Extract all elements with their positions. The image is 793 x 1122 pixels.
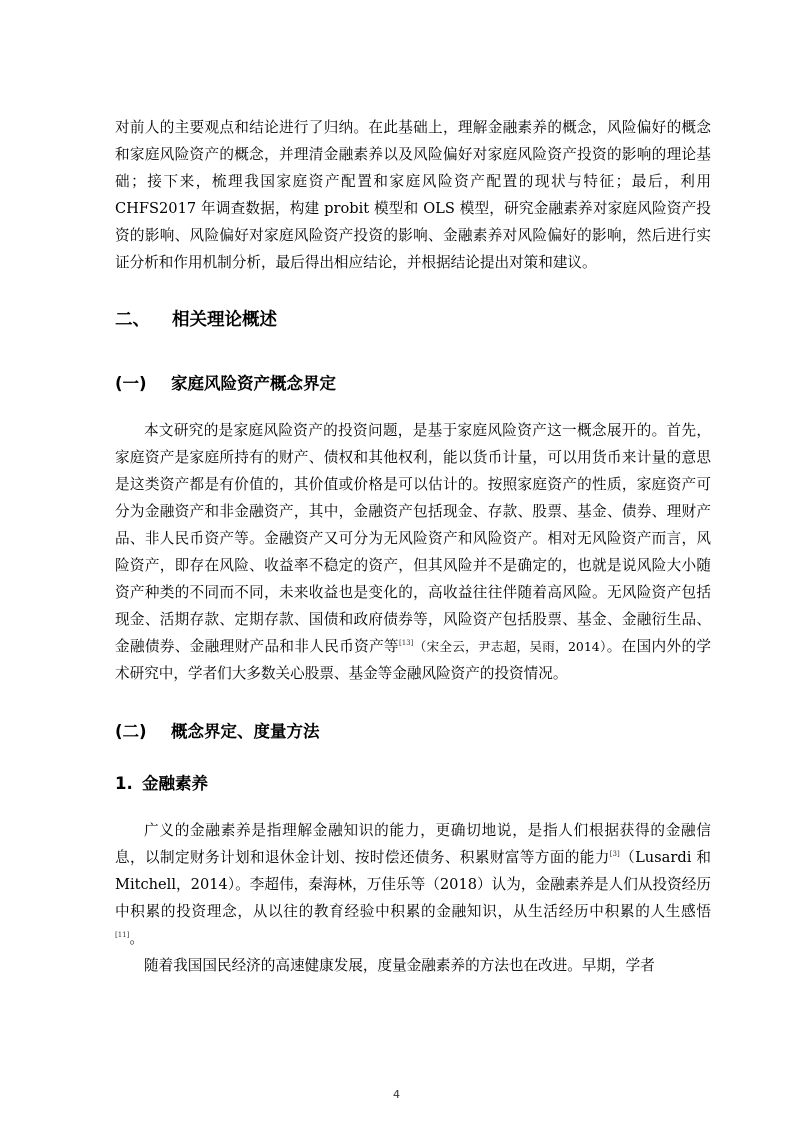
- subsection-heading-1: [115, 370, 711, 397]
- risk-asset-text-end: 。在国内外的学术研究中，学者们大多数关心股票、基金等金融风险资产的投资情况。: [115, 638, 711, 682]
- section-number: 二、: [115, 310, 150, 330]
- risk-asset-text: 本文研究的是家庭风险资产的投资问题，是基于家庭风险资产这一概念展开的。首先，家庭资产是家庭所持有的财产、债权和其他权利，能以货币计量，可以用货币来计量的意思是这类资产都是有价值的，其价值或价格是可以估计的。按照家庭资产的性质，家庭资产可分为金融资产和非金融资产，其中，金融资产包括现金、存款、股票、基金、债券、理财产品、非人民币资产等。金融资产又可分为无风险资产和风险资产。相对无风险资产而言，风险资产，即存在风险、收益率不稳定的资产，但其风险并不是确定的，也就是说风险大小随资产种类的不同而不同，未来收益也是变化的，高收益往往伴随着高风险。无风险资产包括现金、活期存款、定期存款、国债和政府债券等，风险资产包括股票、基金、金融衍生品、金融债券、金融理财产品和非人民币资产等: [115, 422, 711, 655]
- page-number: 4: [393, 1088, 400, 1101]
- subsection-title-1: 家庭风险资产概念界定: [171, 374, 336, 393]
- citation-3: [3]: [609, 850, 620, 858]
- subsection-title-2: 概念界定、度量方法: [171, 722, 320, 741]
- subsubsection-number: 1.: [115, 774, 133, 793]
- citation-authors: （宋全云，尹志超，吴雨，2014）: [413, 639, 607, 654]
- citation-11: [11]: [115, 931, 130, 939]
- subsection-number-2: (二): [115, 722, 147, 741]
- subsubsection-heading: [115, 770, 711, 797]
- subsubsection-title: 金融素养: [142, 774, 208, 793]
- financial-literacy-end: 。: [129, 930, 144, 947]
- financial-literacy-text: 广义的金融素养是指理解金融知识的能力，更确切地说，是指人们根据获得的金融信息，以制定财务计划和退休金计划、按时偿还债务、积累财富等方面的能力: [115, 822, 711, 866]
- subsection-heading-2: [115, 718, 711, 745]
- citation-13: [13]: [398, 639, 414, 647]
- risk-asset-paragraph: [115, 417, 711, 687]
- financial-literacy-paragraph: [115, 817, 711, 952]
- section-title: 相关理论概述: [172, 310, 277, 330]
- page-body: [115, 114, 711, 979]
- intro-paragraph: 对前人的主要观点和结论进行了归纳。在此基础上，理解金融素养的概念，风险偏好的概念和家庭风险资产的概念，并理清金融素养以及风险偏好对家庭风险资产投资的影响的理论基础；接下来，梳理我国家庭资产配置和家庭风险资产配置的现状与特征；最后，利用 CHFS2017 年调查数据，构建 probit 模型和 OLS 模型，研究金融素养对家庭风险资产投资的影响、风险偏好对家庭风险资产投资的影响、金融素养对风险偏好的影响，然后进行实证分析和作用机制分析，最后得出相应结论，并根据结论提出对策和建议。: [115, 119, 711, 271]
- subsection-number-1: (一): [115, 374, 147, 393]
- measurement-paragraph: 随着我国国民经济的高速健康发展，度量金融素养的方法也在改进。早期，学者: [144, 957, 655, 974]
- section-heading: [115, 307, 711, 334]
- financial-literacy-text-2: （Lusardi 和 Mitchell，2014）。李超伟，秦海林，万佳乐等（2018）认为，金融素养是人们从投资经历中积累的投资理念，从以往的教育经验中积累的金融知识，从生活经历中积累的人生感悟: [115, 849, 711, 920]
